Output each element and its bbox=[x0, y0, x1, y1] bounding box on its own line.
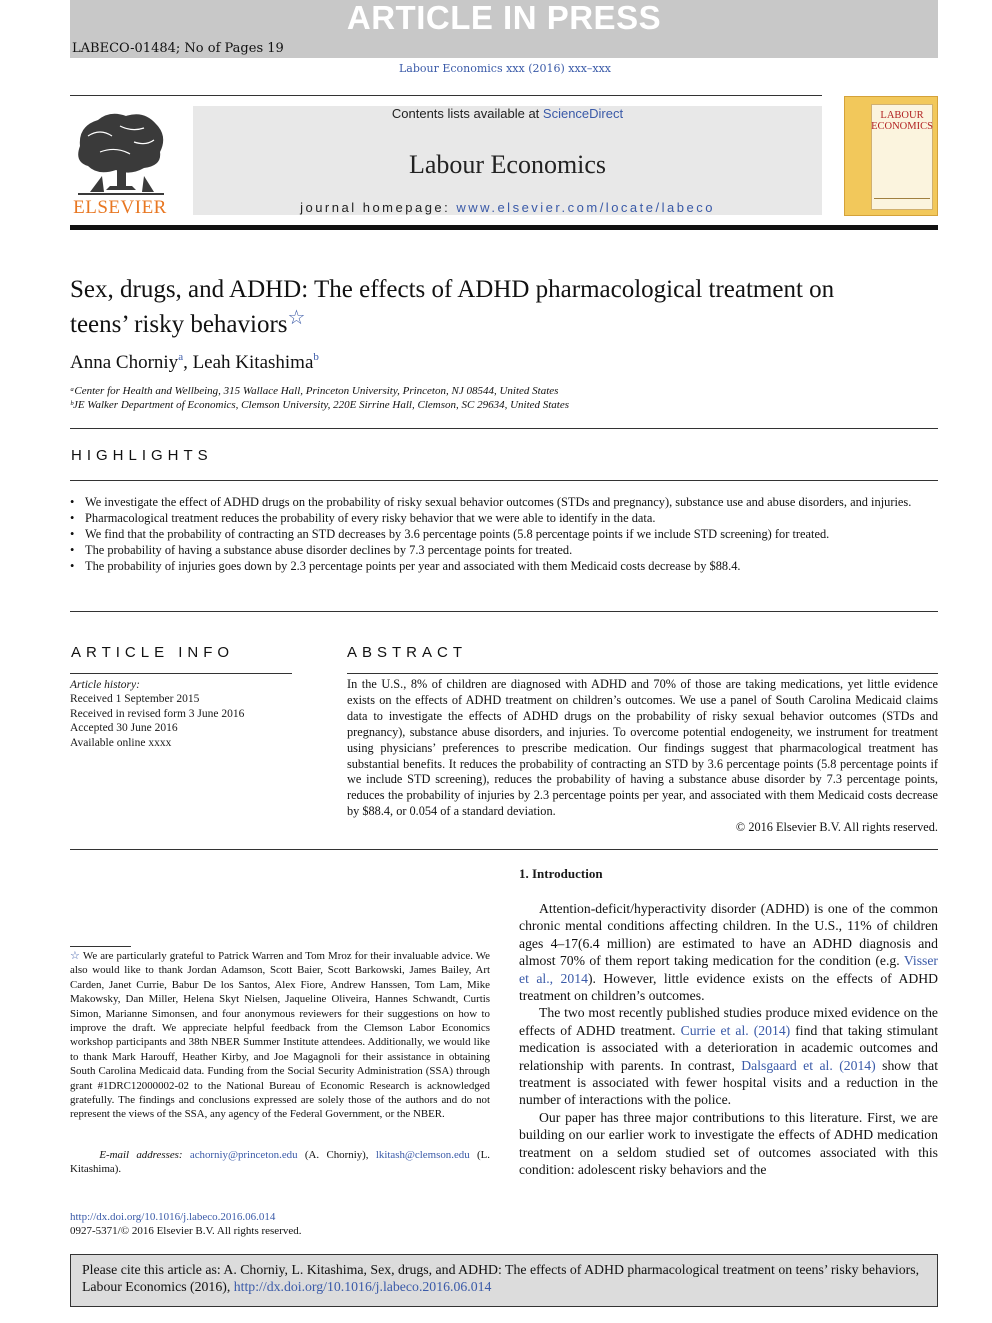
author-separator: , bbox=[183, 352, 193, 373]
intro-p1-text-a: Attention-deficit/hyperactivity disorder (ADHD) is one of the common chronic mental conditions affecting children. In the U.S., 11% of children ages 4–17(6.4 million) are estimated to have an ADHD diagnosis and almost 70% of them report taking medication for the condition (e.g. bbox=[519, 901, 938, 969]
contents-prefix: Contents lists available at bbox=[391, 106, 543, 121]
email-link-chorniy[interactable]: achorniy@princeton.edu bbox=[189, 1149, 298, 1161]
manuscript-id: LABECO-01484; No of Pages 19 bbox=[72, 41, 284, 56]
citation-text bbox=[82, 1261, 930, 1296]
footnote-rule bbox=[70, 946, 131, 947]
contents-line bbox=[193, 106, 822, 121]
affiliation-a: ᵃCenter for Health and Wellbeing, 315 Wallace Hall, Princeton University, Princeton, NJ 08544, United States bbox=[70, 385, 559, 397]
email-owner: (A. Chorniy), bbox=[297, 1149, 376, 1161]
footnote-star-icon: ☆ bbox=[70, 950, 81, 962]
highlights-list bbox=[70, 494, 938, 574]
email-label: E-mail addresses: bbox=[99, 1149, 190, 1161]
intro-p2-text-b: find that taking stimulant medication is associated with a deterioration in academic outcomes and relationship with parents. In contrast, bbox=[519, 1022, 939, 1073]
abstract-text: In the U.S., 8% of children are diagnosed with ADHD and 70% of those are taking medications, yet little evidence exists on the effects of ADHD treatment on children’s outcomes. We use a panel of South Carolina Medicaid claims data to investigate the effects of ADHD drugs on the probability of risky sexual behavior outcomes (STDs and pregnancy), substance abuse disorders, and injuries. To overcome potential endogeneity, we instrument for treatment using physicians’ preferences to prescribe medication. Our findings suggest that pharmacological treatment has substantial benefits. It reduces the probability of contracting an STD by 3.6 percentage points (5.8 percentage points if we include STD screening), reduces the probability of having a substance abuse disorder by 7.3 percentage points, reduces the probability of injuries by 2.3 percentage points per year, and associated with them Medicaid costs decrease by $88.4, or 0.054 of a standard deviation. bbox=[347, 677, 938, 819]
homepage-label: journal homepage: bbox=[300, 200, 457, 215]
abstract-copyright: © 2016 Elsevier B.V. All rights reserved. bbox=[735, 820, 938, 834]
highlights-bottom-rule bbox=[70, 611, 938, 612]
introduction-text bbox=[519, 900, 938, 1179]
header-top-rule bbox=[70, 95, 822, 96]
highlight-item: • Pharmacological treatment reduces the probability of every risky behavior that we were able to identify in the data. bbox=[70, 510, 938, 526]
citation-link[interactable]: Visser et al., 2014 bbox=[519, 953, 938, 986]
intro-p2-text-c: show that treatment is associated with fewer hospital visits and a reduction in the number of interactions with the police. bbox=[519, 1057, 938, 1108]
intro-paragraph-3: Our paper has three major contributions to this literature. First, we are building on our earlier work to investigate the effects of ADHD medication treatment on a seldom studied set of outcomes associated with this condition: adolescent risky behaviors and the bbox=[519, 1109, 938, 1178]
history-item: Received in revised form 3 June 2016 bbox=[70, 707, 245, 720]
highlights-heading: HIGHLIGHTS bbox=[71, 447, 213, 464]
email-owner: (L. Kitashima). bbox=[70, 1149, 491, 1176]
abstract-heading: ABSTRACT bbox=[347, 644, 468, 661]
footnote-text: We are particularly grateful to Patrick Warren and Tom Mroz for their invaluable advice. We also would like to thank Jordan Adamson, Scott Baier, Scott Barkowski, James Bailey, Art Carden, Janet Currie, Babur De los Santos, Alex Fiore, Andrew Hanssen, Tom Lam, Mike Makowsky, Dan Miller, Helena Skyt Nielsen, Jaqueline Oliveira, Hannes Schwandt, Curtis Simon, Marianne Simonsen, and four anonymous reviewers for their suggestions on how to improve the draft. We appreciate helpful feedback from the Clemson Labor Economics workshop participants and 38th NBER Summer Institute attendees. Additionally, we would like to thank Mark Harouff, Heather Kirby, and Joe Magagnoli for their assistance in obtaining South Carolina Medicaid data. Funding from the Social Security Administration (SSA) through grant #1DRC12000002-02 to the National Bureau of Economic Research is acknowledged gratefully. The findings and conclusions expressed are solely those of the authors and do not represent the views of the SSA, any agency of the Federal Government, or the NBER. bbox=[70, 950, 490, 1121]
introduction-heading: 1. Introduction bbox=[519, 866, 603, 881]
body-top-rule bbox=[70, 849, 938, 850]
highlight-item: • The probability of injuries goes down by 2.3 percentage points per year and associated with them Medicaid costs decrease by $88.4. bbox=[70, 558, 938, 574]
citation-link[interactable]: Currie et al. (2014) bbox=[680, 1022, 791, 1038]
abstract-rule bbox=[347, 673, 938, 674]
intro-p2-text-a: The two most recently published studies produce mixed evidence on the effects of ADHD treatment. bbox=[519, 1005, 938, 1038]
history-item: Available online xxxx bbox=[70, 736, 172, 749]
cover-title: LABOUR ECONOMICS bbox=[871, 110, 933, 132]
journal-title: Labour Economics bbox=[408, 150, 607, 179]
email-addresses bbox=[70, 1148, 490, 1177]
history-item: Accepted 30 June 2016 bbox=[70, 722, 178, 735]
history-item: Received 1 September 2015 bbox=[70, 693, 200, 705]
highlight-item: • The probability of having a substance abuse disorder declines by 7.3 percentage points for treated. bbox=[70, 542, 938, 558]
author-name: Anna Chorniy bbox=[70, 352, 179, 373]
acknowledgement-footnote bbox=[70, 949, 490, 1122]
elsevier-wordmark: ELSEVIER bbox=[73, 197, 167, 218]
article-info-heading: ARTICLE INFO bbox=[71, 644, 235, 661]
journal-citation-line[interactable]: Labour Economics xxx (2016) xxx–xxx bbox=[398, 62, 612, 75]
email-link-kitashima[interactable]: lkitash@clemson.edu bbox=[375, 1149, 470, 1161]
article-title-text: Sex, drugs, and ADHD: The effects of ADHD pharmacological treatment on teens’ risky behaviors bbox=[70, 276, 835, 338]
header-thick-rule bbox=[70, 225, 938, 230]
citation-body: Please cite this article as: A. Chorniy, L. Kitashima, Sex, drugs, and ADHD: The effects of ADHD pharmacological treatment on teens’ risky behaviors, Labour Economics (2016), bbox=[82, 1262, 920, 1295]
article-in-press-text: ARTICLE IN PRESS bbox=[346, 0, 662, 36]
author-affiliation-mark[interactable]: b bbox=[313, 351, 319, 363]
sciencedirect-link[interactable]: ScienceDirect bbox=[542, 106, 624, 121]
homepage-link[interactable]: www.elsevier.com/locate/labeco bbox=[456, 200, 715, 215]
highlight-item: • We investigate the effect of ADHD drugs on the probability of risky sexual behavior outcomes (STDs and pregnancy), substance use and abuse disorders, and injuries. bbox=[70, 494, 938, 510]
author-name: Leah Kitashima bbox=[192, 352, 314, 373]
intro-paragraph-2 bbox=[519, 1004, 938, 1108]
highlights-top-rule bbox=[70, 428, 938, 429]
article-history-label: Article history: bbox=[70, 679, 140, 691]
article-history-list bbox=[70, 692, 244, 750]
journal-homepage-line bbox=[193, 200, 822, 215]
intro-paragraph-1 bbox=[519, 900, 938, 1004]
title-footnote-star-icon[interactable]: ☆ bbox=[287, 307, 306, 329]
cover-footer-line bbox=[874, 198, 930, 203]
issn-line: 0927-5371/© 2016 Elsevier B.V. All rights reserved. bbox=[70, 1225, 302, 1237]
article-info-rule bbox=[70, 673, 292, 674]
article-title bbox=[70, 275, 870, 339]
author-list bbox=[70, 351, 319, 374]
intro-p1-text-b: ). However, little evidence exists on the effects of ADHD treatment on children’s outcomes. bbox=[519, 970, 938, 1004]
citation-doi-link[interactable]: http://dx.doi.org/10.1016/j.labeco.2016.06.014 bbox=[233, 1279, 492, 1295]
citation-link[interactable]: Dalsgaard et al. (2014) bbox=[741, 1057, 876, 1073]
highlight-item: • We find that the probability of contracting an STD decreases by 3.6 percentage points (5.8 percentage points if we include STD screening) for treated. bbox=[70, 526, 938, 542]
affiliation-b: ᵇJE Walker Department of Economics, Clemson University, 220E Sirrine Hall, Clemson, SC 29634, United States bbox=[70, 399, 570, 411]
author-affiliation-mark[interactable]: a bbox=[178, 351, 184, 363]
doi-link[interactable]: http://dx.doi.org/10.1016/j.labeco.2016.06.014 bbox=[70, 1211, 276, 1223]
highlights-mid-rule bbox=[70, 480, 938, 481]
